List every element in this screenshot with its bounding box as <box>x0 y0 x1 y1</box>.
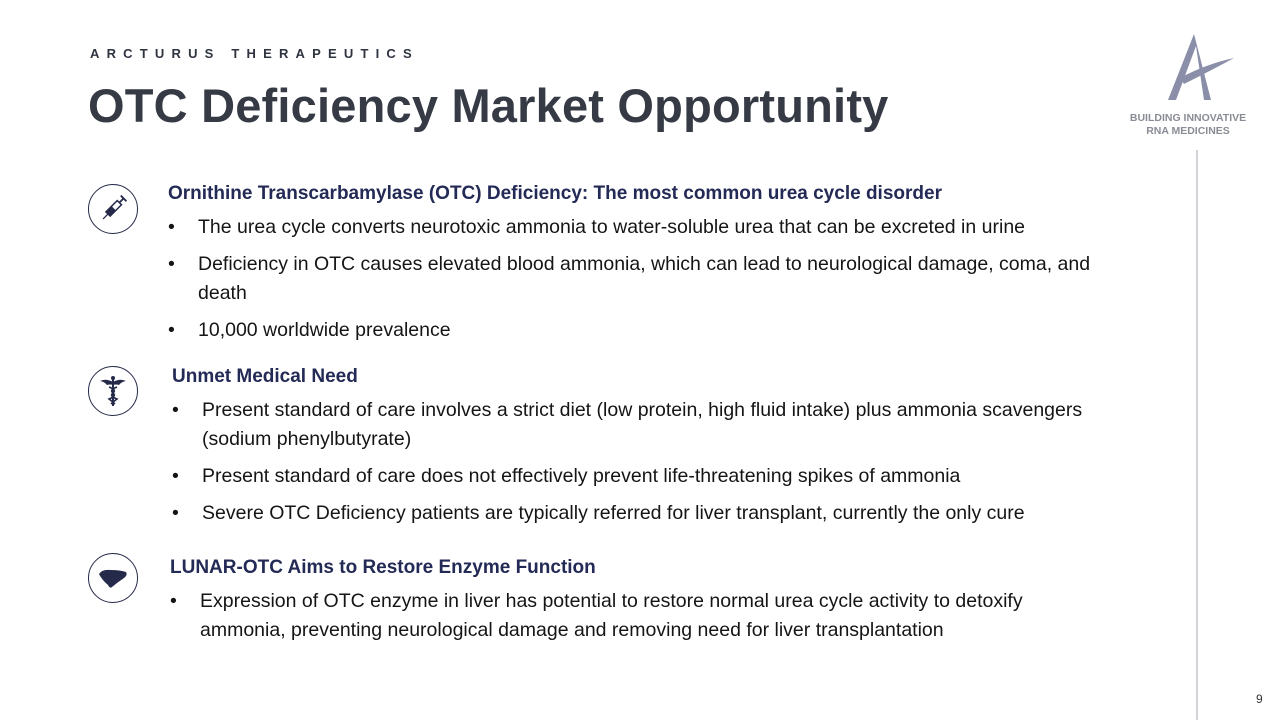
section-heading: Unmet Medical Need <box>172 366 358 387</box>
bullet-item: • Deficiency in OTC causes elevated blood ammonia, which can lead to neurological damage, coma, and death <box>168 250 1098 308</box>
company-name: ARCTURUS THERAPEUTICS <box>90 46 419 61</box>
bullet-item: • Severe OTC Deficiency patients are typically referred for liver transplant, currently the only cure <box>172 499 1162 528</box>
liver-icon <box>88 553 138 603</box>
logo-tagline-line1: BUILDING INNOVATIVE <box>1129 112 1247 124</box>
section-lunar-otc <box>170 557 1160 653</box>
page-number: 9 <box>1256 692 1263 706</box>
caduceus-icon <box>88 366 138 416</box>
logo <box>1118 30 1258 142</box>
bullet-item: • 10,000 worldwide prevalence <box>168 316 1158 345</box>
bullet-item: • Present standard of care involves a strict diet (low protein, high fluid intake) plus ammonia scavengers (sodium phenylbutyrate) <box>172 396 1102 454</box>
bullet-item: • Present standard of care does not effectively prevent life-threatening spikes of ammonia <box>172 462 1162 491</box>
syringe-icon <box>88 184 138 234</box>
vertical-divider <box>1196 150 1198 720</box>
arcturus-a-logo-icon <box>1158 30 1238 104</box>
bullet-item: • The urea cycle converts neurotoxic ammonia to water-soluble urea that can be excreted in urine <box>168 213 1158 242</box>
section-otc-deficiency <box>168 183 1158 353</box>
section-heading: Ornithine Transcarbamylase (OTC) Deficiency: The most common urea cycle disorder <box>168 183 942 204</box>
section-heading: LUNAR-OTC Aims to Restore Enzyme Function <box>170 557 596 578</box>
bullet-item: • Expression of OTC enzyme in liver has potential to restore normal urea cycle activity to detoxify ammonia, preventing neurological damage and removing need for liver transplantation <box>170 587 1060 645</box>
logo-tagline-line2: RNA MEDICINES <box>1146 125 1230 137</box>
section-unmet-need <box>172 366 1162 536</box>
page-title: OTC Deficiency Market Opportunity <box>88 79 889 132</box>
